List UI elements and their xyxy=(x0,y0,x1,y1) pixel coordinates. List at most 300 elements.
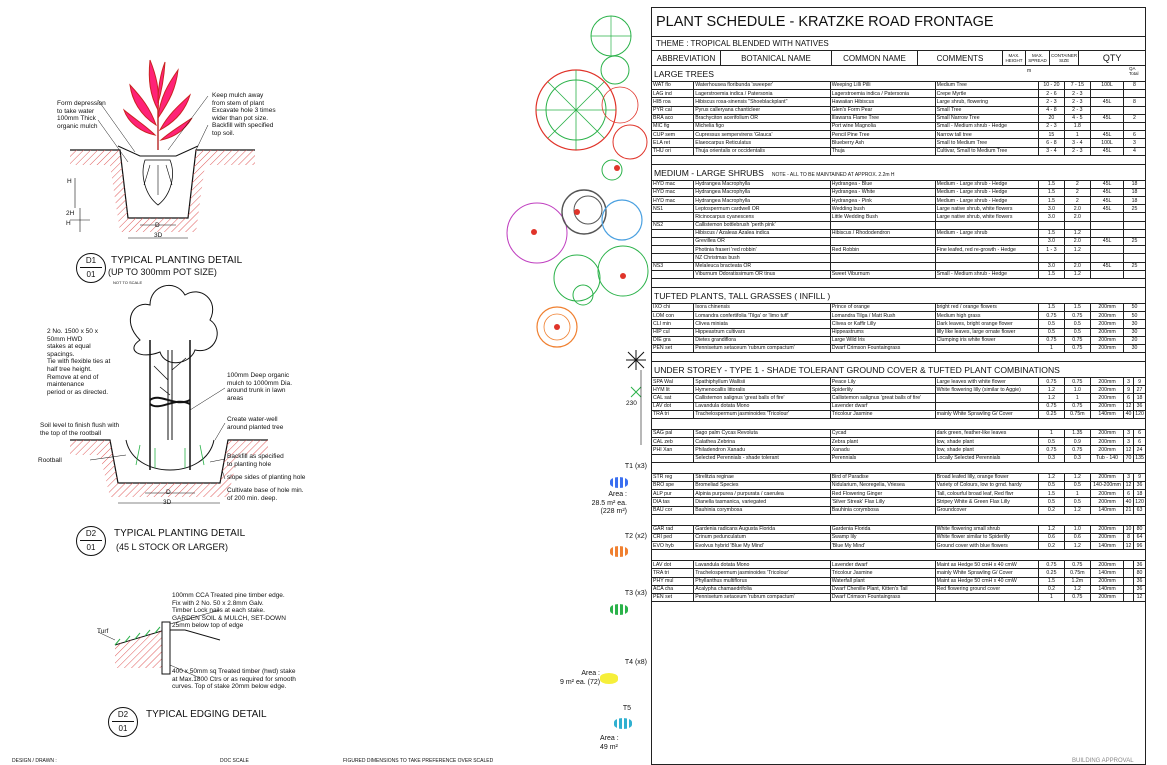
table-cell: 1.2 xyxy=(1039,525,1064,533)
table-cell: 45L xyxy=(1091,131,1124,139)
table-cell: 3.0 xyxy=(1039,213,1064,221)
table-cell: 1.5 xyxy=(1039,188,1064,196)
table-cell xyxy=(1123,561,1133,569)
table-cell: Medium - Large shrub - Hedge xyxy=(935,197,1039,205)
table-cell xyxy=(1039,221,1064,229)
table-cell: Dark leaves, bright orange flower xyxy=(935,320,1039,328)
table-cell: 0.75m xyxy=(1064,569,1091,577)
table-cell: Pennisetum setaceum 'rubrum compactum' xyxy=(694,594,831,602)
table-cell: Viburnum Odoratissimum OR tinus xyxy=(694,270,831,278)
table-cell: Acalypha chamaedrifolia xyxy=(694,585,831,593)
table-cell: 3.0 xyxy=(1039,238,1064,246)
table-cell: HYD mac xyxy=(652,197,694,205)
table-cell: 2 - 3 xyxy=(1064,147,1091,155)
table-cell: Hippeastrum cultivars xyxy=(694,328,831,336)
table-cell: 140mm xyxy=(1091,542,1124,550)
table-cell: Ground cover with blue flowers xyxy=(935,542,1039,550)
table-cell: 3 xyxy=(1123,473,1133,481)
table-cell: PHY mul xyxy=(652,577,694,585)
table-row xyxy=(652,205,1145,213)
table-cell: 36 xyxy=(1134,585,1145,593)
table-cell: LAV dot xyxy=(652,561,694,569)
table-cell: 36 xyxy=(1134,561,1145,569)
table-cell: Small Tree xyxy=(935,106,1039,114)
table-row xyxy=(652,577,1145,585)
table-cell: 8 xyxy=(1123,98,1145,106)
table-cell: Hydrangea Macrophylla xyxy=(694,188,831,196)
table-cell: Alpinia purpurea / purpurata / caerulea xyxy=(694,490,831,498)
table-cell xyxy=(1123,254,1145,262)
table-cell: 0.75m xyxy=(1064,410,1091,418)
table-cell: Tub - 140 xyxy=(1091,454,1124,462)
table-cell: PHI Xan xyxy=(652,446,694,454)
table-cell: 140mm xyxy=(1091,410,1124,418)
table-cell: Prince of orange xyxy=(830,304,935,312)
table-cell: Large native shrub, white flowers xyxy=(935,213,1039,221)
d1-dim-h: H xyxy=(67,178,72,185)
table-cell: Lomandra Tilga / Matt Rush xyxy=(830,312,935,320)
table-cell: Small Narrow Tree xyxy=(935,114,1039,122)
table-cell: Large leaves with white flower xyxy=(935,378,1039,386)
table-cell: 18 xyxy=(1134,490,1145,498)
table-row xyxy=(652,106,1145,114)
table-cell: low, shade plant xyxy=(935,438,1039,446)
table-cell: 25 xyxy=(1123,205,1145,213)
legend-t3-swatch xyxy=(610,604,628,615)
table-cell: Medium high grass xyxy=(935,312,1039,320)
table-cell xyxy=(1123,90,1145,98)
table-row xyxy=(652,254,1145,262)
table-cell: 140mm xyxy=(1091,506,1124,514)
table-cell: 0.9 xyxy=(1064,438,1091,446)
table-cell: 100L xyxy=(1091,139,1124,147)
table-cell: Cupressus sempervirens 'Glauca' xyxy=(694,131,831,139)
table-cell: 1.2 xyxy=(1064,229,1091,237)
table-cell: 100L xyxy=(1091,82,1124,90)
table-cell: Strelitzia reginae xyxy=(694,473,831,481)
header-botanical: BOTANICAL NAME xyxy=(721,51,832,66)
section-title: TUFTED PLANTS, TALL GRASSES ( INFILL ) xyxy=(652,288,1145,304)
table-row xyxy=(652,394,1145,402)
table-cell: 2 - 3 xyxy=(1064,98,1091,106)
d2-notes-left: 2 No. 1500 x 50 x 50mm HWD stakes at equal spacings. Tie with flexible ties at half tree height. Remove at end of maintenance period or as directed. xyxy=(47,328,111,396)
table-cell xyxy=(830,262,935,270)
schedule-header xyxy=(652,51,1145,66)
table-cell xyxy=(1091,254,1124,262)
d1-plant xyxy=(124,60,192,150)
table-cell: LOM con xyxy=(652,312,694,320)
table-cell xyxy=(1123,221,1145,229)
table-cell: Xanadu xyxy=(830,446,935,454)
table-cell: DIA tas xyxy=(652,498,694,506)
table-cell: 200mm xyxy=(1091,498,1124,506)
table-cell: 1.2 xyxy=(1064,473,1091,481)
table-cell: MIC fig xyxy=(652,122,694,130)
table-cell: Zebra plant xyxy=(830,438,935,446)
footer-scale: DOC SCALE xyxy=(220,758,249,764)
header-abbr: ABBREVIATION xyxy=(652,51,721,66)
table-cell: 1.2 xyxy=(1064,270,1091,278)
table-cell: Thuja xyxy=(830,147,935,155)
table-row xyxy=(652,438,1145,446)
table-cell: Waterfall plant xyxy=(830,577,935,585)
table-cell: Narrow tall tree xyxy=(935,131,1039,139)
table-cell xyxy=(935,394,1039,402)
legend-t5-swatch xyxy=(614,718,632,729)
legend-t2-tag: T2 (x2) xyxy=(624,533,647,540)
table-cell: 0.75 xyxy=(1039,402,1064,410)
table-cell: 12 xyxy=(1123,402,1133,410)
table-cell: 3 xyxy=(1123,378,1133,386)
table-cell: 200mm xyxy=(1091,328,1124,336)
table-cell: 0.75 xyxy=(1064,446,1091,454)
table-row xyxy=(652,221,1145,229)
table-cell: 1 - 3 xyxy=(1039,246,1064,254)
table-cell: 1.2 xyxy=(1064,585,1091,593)
table-cell: 45L xyxy=(1091,262,1124,270)
table-row xyxy=(652,147,1145,155)
table-cell: NS3 xyxy=(652,262,694,270)
table-cell xyxy=(935,344,1039,352)
table-cell: Bauhinia corymbosa xyxy=(830,506,935,514)
legend-t5-tag: T5 xyxy=(622,705,631,712)
table-row xyxy=(652,473,1145,481)
table-cell xyxy=(1091,229,1124,237)
table-cell: 1.5 xyxy=(1039,197,1064,205)
table-cell: Illawarra Flame Tree xyxy=(830,114,935,122)
table-cell: White flowering small shrub xyxy=(935,525,1039,533)
table-cell: 0.75 xyxy=(1039,336,1064,344)
footer-dimensions: FIGURED DIMENSIONS TO TAKE PREFERENCE OVER SCALED xyxy=(343,758,494,764)
table-cell: 40 xyxy=(1123,498,1133,506)
header-qty: QTY xyxy=(1079,51,1145,66)
table-cell: 45L xyxy=(1091,197,1124,205)
table-cell: Medium - Large shrub - Hedge xyxy=(935,188,1039,196)
table-cell: 'Silver Streak' Flax Lilly xyxy=(830,498,935,506)
table-cell: 1.2 xyxy=(1039,386,1064,394)
table-cell: 0.3 xyxy=(1039,454,1064,462)
d2-note-soil: Soil level to finish flush with the top of the rootball xyxy=(40,422,120,437)
table-cell: Cycad xyxy=(830,430,935,438)
table-cell: 1.2 xyxy=(1039,394,1064,402)
table-cell: 45L xyxy=(1091,188,1124,196)
table-cell: 70 xyxy=(1123,454,1133,462)
table-cell: Hydrangea - Pink xyxy=(830,197,935,205)
table-cell: 8 xyxy=(1123,82,1145,90)
schedule-title: PLANT SCHEDULE - KRATZKE ROAD FRONTAGE xyxy=(652,8,1145,37)
table-cell: 200mm xyxy=(1091,525,1124,533)
table-cell: 10 - 20 xyxy=(1039,82,1064,90)
table-cell: 20 xyxy=(1123,336,1145,344)
table-cell: Lavandula dotata Mono xyxy=(694,402,831,410)
table-cell: 10 xyxy=(1123,525,1133,533)
table-cell xyxy=(1091,90,1124,98)
table-cell: Groundcover xyxy=(935,506,1039,514)
table-cell: 1.5 xyxy=(1039,490,1064,498)
table-cell: 200mm xyxy=(1091,344,1124,352)
table-cell: 200mm xyxy=(1091,320,1124,328)
table-cell: 18 xyxy=(1123,188,1145,196)
table-cell: 2 - 3 xyxy=(1064,106,1091,114)
table-cell: Lagerstroemia indica / Patersonia xyxy=(694,90,831,98)
table-row xyxy=(652,454,1145,462)
header-comments: COMMENTS xyxy=(918,51,1003,66)
table-cell: Photinia fraseri 'red robbin' xyxy=(694,246,831,254)
table-cell: THU ori xyxy=(652,147,694,155)
table-cell: White flower similar to Spiderlily xyxy=(935,533,1039,541)
table-cell: 12 xyxy=(1123,542,1133,550)
table-cell: 200mm xyxy=(1091,336,1124,344)
d2-notes-right1: 100mm Deep organic mulch to 1000mm Dia. around trunk in lawn areas xyxy=(227,372,293,402)
table-cell: 6 xyxy=(1123,490,1133,498)
table-row xyxy=(652,430,1145,438)
d2-notes-right5: Cultivate base of hole min. of 200 min. deep. xyxy=(227,487,304,502)
table-cell xyxy=(652,238,694,246)
row-spacer xyxy=(652,419,1145,430)
table-row xyxy=(652,90,1145,98)
table-cell: Red Robbin xyxy=(830,246,935,254)
table-cell: EVO hyb xyxy=(652,542,694,550)
table-cell: Callistemon bottlebrush 'perth pink' xyxy=(694,221,831,229)
table-row xyxy=(652,386,1145,394)
table-cell: 9 xyxy=(1123,386,1133,394)
table-cell: HYD mac xyxy=(652,188,694,196)
table-cell: Small to Medium Tree xyxy=(935,139,1039,147)
table-cell: CRI ped xyxy=(652,533,694,541)
d1-badge-bottom: 01 xyxy=(86,270,96,279)
table-cell xyxy=(652,246,694,254)
table-cell: 0.75 xyxy=(1039,561,1064,569)
d1-dim-3d: 3D xyxy=(154,232,163,239)
table-row xyxy=(652,490,1145,498)
table-cell: 2.0 xyxy=(1064,205,1091,213)
table-cell: Waterhousea floribunda 'sweeper' xyxy=(694,82,831,90)
table-cell: GAR rad xyxy=(652,525,694,533)
table-cell: 0.5 xyxy=(1039,498,1064,506)
d1-notes-left: Form depression to take water 100mm Thick organic mulch xyxy=(57,100,106,130)
table-cell: 0.75 xyxy=(1064,312,1091,320)
table-cell: 40 xyxy=(1123,410,1133,418)
table-cell: Brachyciton acerifolium OR xyxy=(694,114,831,122)
table-cell: 3 - 4 xyxy=(1064,139,1091,147)
table-cell: ACA cha xyxy=(652,585,694,593)
table-row xyxy=(652,229,1145,237)
table-cell: Blueberry Ash xyxy=(830,139,935,147)
table-cell: 15 xyxy=(1039,131,1064,139)
table-cell: Gardenia Florida xyxy=(830,525,935,533)
table-cell: 0.75 xyxy=(1039,446,1064,454)
table-cell xyxy=(935,402,1039,410)
table-cell xyxy=(935,594,1039,602)
section-title: MEDIUM - LARGE SHRUBS NOTE - ALL TO BE MAINTAINED AT APPROX. 2.2m H xyxy=(652,165,1145,181)
section-title: UNDER STOREY - TYPE 1 - SHADE TOLERANT GROUND COVER & TUFTED PLANT COMBINATIONS xyxy=(652,362,1145,378)
d1-dim-d: D xyxy=(155,222,160,229)
d2-badge-top: D2 xyxy=(85,529,97,538)
d1-dim-h-side: H xyxy=(66,220,71,227)
table-cell: Tall, colourful broad leaf, Red flwr xyxy=(935,490,1039,498)
table-cell: 200mm xyxy=(1091,378,1124,386)
table-cell: Lavandula dotata Mono xyxy=(694,561,831,569)
table-cell: White flowering lilly (similar to Aggie) xyxy=(935,386,1039,394)
table-cell: Elaeocarpus Reticulatus xyxy=(694,139,831,147)
table-cell: 1.5 xyxy=(1039,229,1064,237)
table-cell: 80 xyxy=(1134,569,1145,577)
table-row xyxy=(652,378,1145,386)
table-cell: Tricolour Jasmine xyxy=(830,569,935,577)
table-row xyxy=(652,569,1145,577)
table-cell: Red Flowering Ginger xyxy=(830,490,935,498)
plant-schedule xyxy=(651,7,1146,765)
table-cell: 0.75 xyxy=(1039,378,1064,386)
table-cell: 1.2 xyxy=(1064,246,1091,254)
table-cell: Lagerstroemia indica / Patersonia xyxy=(830,90,935,98)
table-cell: Bird of Paradise xyxy=(830,473,935,481)
table-cell: 6 xyxy=(1123,394,1133,402)
header-spread: MAX. SPREAD xyxy=(1026,51,1050,66)
d1-title: TYPICAL PLANTING DETAIL xyxy=(111,255,243,266)
table-cell xyxy=(1123,270,1145,278)
table-cell: 45L xyxy=(1091,114,1124,122)
table-cell: Trachelospermum jasminoides 'Tricolour' xyxy=(694,569,831,577)
table-cell: Melaleuca bracteata OR xyxy=(694,262,831,270)
table-cell: TRA tri xyxy=(652,410,694,418)
table-cell: Michelia figo xyxy=(694,122,831,130)
table-cell: Medium - Large shrub xyxy=(935,229,1039,237)
table-cell: Dianella tasmanica, variegated xyxy=(694,498,831,506)
legend-dim: 230 xyxy=(626,400,637,407)
table-cell: 2.0 xyxy=(1064,213,1091,221)
table-cell: 45L xyxy=(1091,205,1124,213)
table-cell: 96 xyxy=(1134,542,1145,550)
table-cell xyxy=(935,254,1039,262)
d1-scale: NOT TO SCALE xyxy=(113,280,143,285)
table-cell: Hymenocallis littoralis xyxy=(694,386,831,394)
table-cell: NS1 xyxy=(652,205,694,213)
table-cell: 3 xyxy=(1123,438,1133,446)
table-row xyxy=(652,320,1145,328)
table-cell: TRA tri xyxy=(652,569,694,577)
table-cell: Small - Medium shrub - Hedge xyxy=(935,270,1039,278)
table-cell: Small - Medium shrub - Hedge xyxy=(935,122,1039,130)
d1-detail-badge xyxy=(76,253,106,283)
d3-notes-right: 100mm CCA Treated pine timber edge. Fix with 2 No. 50 x 2.8mm Galv. Timber Lock nails at each stake. GARDEN SOIL & MULCH, SET-DOWN 25mm below top of edge xyxy=(172,592,286,630)
table-cell: 0.75 xyxy=(1064,378,1091,386)
legend-t1-area: Area : 28.5 m² ea. (228 m²) xyxy=(591,491,627,515)
legend-t4-swatch xyxy=(600,673,618,684)
table-cell: 9 xyxy=(1134,378,1145,386)
table-cell: Pencil Pine Tree xyxy=(830,131,935,139)
table-cell: 4 - 5 xyxy=(1064,114,1091,122)
table-cell xyxy=(1091,270,1124,278)
d3-badge-bottom: 01 xyxy=(118,724,128,733)
table-row xyxy=(652,328,1145,336)
table-cell: 36 xyxy=(1134,481,1145,489)
table-cell: 1.5 xyxy=(1039,270,1064,278)
table-row xyxy=(652,561,1145,569)
table-row xyxy=(652,498,1145,506)
d2-subtitle: (45 L STOCK OR LARGER) xyxy=(116,542,229,552)
table-cell xyxy=(652,454,694,462)
table-cell: Crepe Myrtle xyxy=(935,90,1039,98)
table-cell: Gardenia radicans Augusta Florida xyxy=(694,525,831,533)
d2-notes-right4: slope sides of planting hole xyxy=(227,474,306,481)
table-cell: Lavender dwarf xyxy=(830,561,935,569)
table-cell xyxy=(1123,585,1133,593)
section-note: NOTE - ALL TO BE MAINTAINED AT APPROX. 2.2m H xyxy=(771,171,895,178)
table-cell: 0.5 xyxy=(1064,328,1091,336)
table-row xyxy=(652,213,1145,221)
header-unit: m xyxy=(1027,68,1032,74)
header-qa: QA Total xyxy=(1129,66,1139,76)
table-cell: 45L xyxy=(1091,98,1124,106)
table-cell: 2 - 3 xyxy=(1039,122,1064,130)
table-cell: 30 xyxy=(1123,320,1145,328)
table-cell: 45L xyxy=(1091,181,1124,189)
table-cell: Hydrangea Macrophylla xyxy=(694,197,831,205)
table-cell: 2 - 3 xyxy=(1064,90,1091,98)
table-cell: Trachelospermum jasminoides 'Tricolour' xyxy=(694,410,831,418)
table-cell: 80 xyxy=(1134,525,1145,533)
table-cell: 0.75 xyxy=(1064,344,1091,352)
footer-approval: BUILDING APPROVAL xyxy=(1072,758,1134,764)
table-cell: LAV dot xyxy=(652,402,694,410)
table-cell xyxy=(652,254,694,262)
table-cell: STR reg xyxy=(652,473,694,481)
table-row xyxy=(652,262,1145,270)
table-cell: BRO spe xyxy=(652,481,694,489)
table-cell: 0.5 xyxy=(1064,320,1091,328)
table-cell xyxy=(830,238,935,246)
table-cell: 1.0 xyxy=(1064,525,1091,533)
table-cell: 63 xyxy=(1134,506,1145,514)
table-cell: 50 xyxy=(1123,312,1145,320)
table-cell: HYD mac xyxy=(652,181,694,189)
table-cell: 0.2 xyxy=(1039,585,1064,593)
table-cell: Broad leafed lilly, orange flower xyxy=(935,473,1039,481)
table-cell xyxy=(1123,122,1145,130)
table-cell: 0.5 xyxy=(1039,320,1064,328)
table-cell: CLI min xyxy=(652,320,694,328)
table-cell: 18 xyxy=(1134,394,1145,402)
table-cell: 12 xyxy=(1123,446,1133,454)
table-cell: 6 xyxy=(1123,131,1145,139)
table-cell: Hydrangea - Blue xyxy=(830,181,935,189)
table-cell: Maint as Hedge 50 cmH x 40 cmW xyxy=(935,561,1039,569)
table-cell: Bauhinia corymbosa xyxy=(694,506,831,514)
table-cell: SAG pal xyxy=(652,430,694,438)
table-cell: Lomandra confertifolia 'Tilga' or 'limo tuff' xyxy=(694,312,831,320)
table-cell: Callistemon salignus 'great balls of fire' xyxy=(830,394,935,402)
table-cell: 12 xyxy=(1134,594,1145,602)
table-row xyxy=(652,419,1145,430)
table-cell xyxy=(1091,213,1124,221)
table-cell: 6 xyxy=(1134,438,1145,446)
table-cell: 6 xyxy=(1134,430,1145,438)
table-cell: 140mm xyxy=(1091,569,1124,577)
table-cell: 0.2 xyxy=(1039,506,1064,514)
table-cell: 200mm xyxy=(1091,490,1124,498)
table-cell: 200mm xyxy=(1091,402,1124,410)
table-cell: Bromeliad Species xyxy=(694,481,831,489)
table-row xyxy=(652,402,1145,410)
table-cell: 4 xyxy=(1123,147,1145,155)
table-row xyxy=(652,122,1145,130)
table-cell: Thuja orientalis or occidentalis xyxy=(694,147,831,155)
table-cell: 25 xyxy=(1123,238,1145,246)
table-cell: 0.75 xyxy=(1064,594,1091,602)
legend-t1-swatch xyxy=(610,477,628,488)
table-cell: 0.6 xyxy=(1064,533,1091,541)
